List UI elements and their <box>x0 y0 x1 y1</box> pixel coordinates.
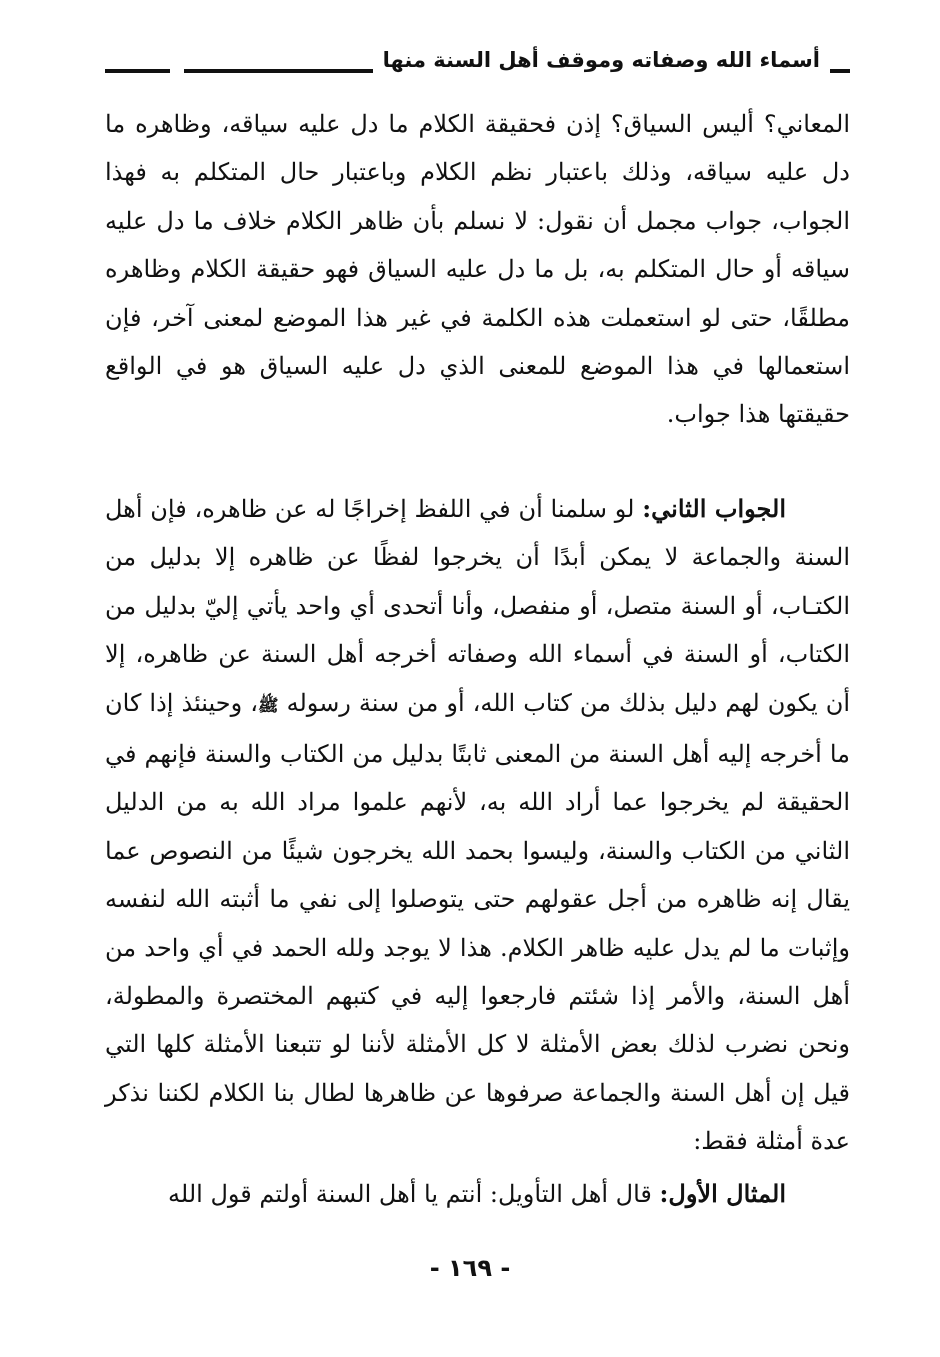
header-title: أسماء الله وصفاته وموقف أهل السنة منها <box>382 48 820 72</box>
paragraph-lead: المثال الأول: <box>659 1179 786 1208</box>
header-rule-right <box>830 69 850 73</box>
paragraph-text-continued: ، وحينئذ إذا كان ما أخرجه إليه أهل السنة من المعنى ثابتًا بدليل من الكتاب والسنة فإنهم في الحقيقة لم يخرجوا عما أراد الله به، لأنهم علموا مراد الله به من الدليل الثاني من الكتاب والسنة، وليسوا بحمد الله يخرجون شيئًا من النصوص عما يقال إنه ظاهره من أجل عقولهم حتى يتوصلوا إلى نفي ما أثبته الله لنفسه وإثبات ما لم يدل عليه ظاهر الكلام. هذا لا يوجد ولله الحمد في أي واحد من أهل السنة، والأمر إذا شئتم فارجعوا إليه في كتبهم المختصرة والمطولة، ونحن نضرب لذلك بعض الأمثلة لا كل الأمثلة لأننا لو تتبعنا الأمثلة كلها التي قيل إن أهل السنة والجماعة صرفوها عن ظاهرها لطال بنا الكلام لكننا نذكر عدة أمثلة فقط: <box>105 688 850 1156</box>
header-rule-long <box>184 69 373 73</box>
paragraph-continuation <box>105 100 850 439</box>
running-header <box>105 40 850 80</box>
paragraph-text: لو سلمنا أن في اللفظ إخراجًا له عن ظاهره، فإن أهل السنة والجماعة لا يمكن أبدًا أن يخرجوا لفظًا عن ظاهره إلا بدليل من الكتـاب، أو السنة متصل، أو منفصل، وأنا أتحدى أي واحد يأتي إليّ بدليل من الكتاب، أو السنة في أسماء الله وصفاته أخرجه أهل السنة عن ظاهره، إلا أن يكون لهم دليل بذلك من كتاب الله، أو من سنة رسوله <box>105 495 850 717</box>
paragraph-second-answer <box>105 485 850 1166</box>
page-number: - ١٦٩ - <box>429 1254 511 1282</box>
header-rule-short <box>105 69 170 73</box>
paragraph-text: قال أهل التأويل: أنتم يا أهل السنة أولتم قول الله <box>168 1180 660 1208</box>
paragraph-lead: الجواب الثاني: <box>642 494 786 523</box>
paragraph-text: المعاني؟ أليس السياق؟ إذن فحقيقة الكلام ما دل عليه سياقه، وظاهره ما دل عليه سياقه، وذلك باعتبار نظم الكلام وباعتبار حال المتكلم به فهذا الجواب، جواب مجمل أن نقول: لا نسلم بأن ظاهر الكلام خلاف ما دل عليه سياقه أو حال المتكلم به، بل ما دل عليه السياق فهو حقيقة الكلام وظاهره مطلقًا، حتى لو استعملت هذه الكلمة في غير هذا الموضع لمعنى آخر، فإن استعمالها في هذا الموضع للمعنى الذي دل عليه السياق هو في الواقع حقيقتها هذا جواب. <box>105 110 851 429</box>
honorific-glyph: ﷺ <box>258 695 279 716</box>
paragraph-first-example <box>105 1170 850 1218</box>
